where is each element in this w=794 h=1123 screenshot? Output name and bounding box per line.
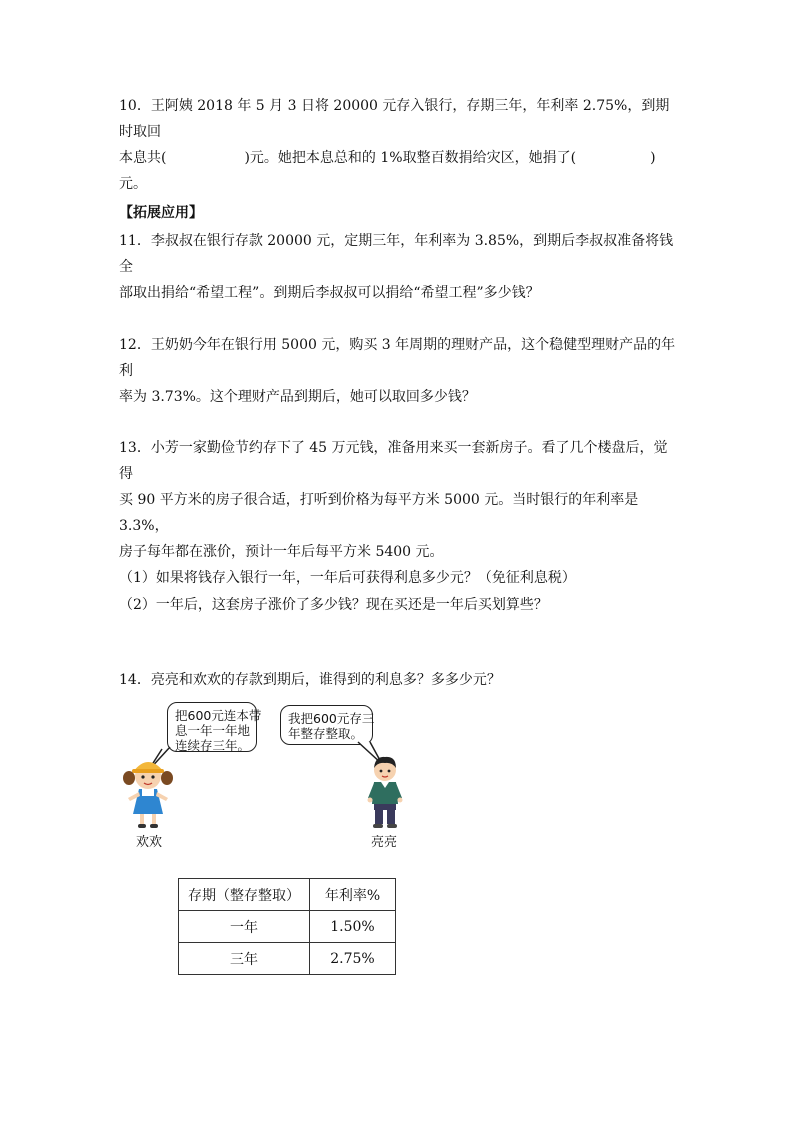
question-11-line1: 11．李叔叔在银行存款 20000 元，定期三年，年利率为 3.85%，到期后李叔叔准备将钱全 — [119, 233, 674, 275]
table-header-term: 存期（整存整取） — [179, 879, 310, 911]
table-cell-rate: 1.50% — [310, 911, 396, 943]
table-row — [179, 911, 396, 943]
section-heading: 【拓展应用】 — [119, 205, 203, 221]
question-12-line1: 12．王奶奶今年在银行用 5000 元，购买 3 年周期的理财产品，这个稳健型理财产品的年利 — [119, 337, 676, 379]
question-11-line2: 部取出捐给“希望工程”。到期后李叔叔可以捐给“希望工程”多少钱？ — [119, 285, 540, 301]
question-11 — [119, 228, 679, 306]
question-12 — [119, 332, 679, 410]
question-12-line2: 率为 3.73%。这个理财产品到期后，她可以取回多少钱？ — [119, 389, 476, 405]
question-13-line2: 买 90 平方米的房子很合适，打听到价格为每平方米 5000 元。当时银行的年利率是 3.3%， — [119, 492, 639, 534]
question-10-line2-mid: )元。她把本息总和的 1%取整百数捐给灾区，她捐了( — [244, 150, 577, 166]
table-header-rate: 年利率% — [310, 879, 396, 911]
bubble-left-line1: 把600元连本带 — [175, 708, 262, 723]
question-10-line2-start: 本息共( — [119, 150, 167, 166]
table-header-row — [179, 879, 396, 911]
name-liangliang: 亮亮 — [371, 835, 398, 850]
bubble-right-line1: 我把600元存三 — [288, 711, 375, 726]
speech-bubble-huanhuan — [167, 702, 262, 753]
table-cell-term: 一年 — [179, 911, 310, 943]
boy-character-icon — [362, 752, 408, 832]
question-14: 14．亮亮和欢欢的存款到期后，谁得到的利息多？多多少元？ — [119, 672, 501, 688]
girl-character-icon — [118, 752, 178, 830]
question-10-line2-end: ) — [650, 150, 656, 166]
table-cell-term: 三年 — [179, 943, 310, 975]
bubble-left-line3: 连续存三年。 — [175, 738, 251, 753]
question-10 — [119, 93, 679, 197]
question-10-line1: 10．王阿姨 2018 年 5 月 3 日将 20000 元存入银行，存期三年，年利率 2.75%，到期时取回 — [119, 98, 670, 140]
table-cell-rate: 2.75% — [310, 943, 396, 975]
interest-rate-table — [178, 878, 396, 975]
name-huanhuan: 欢欢 — [136, 835, 163, 850]
bubble-right-line2: 年整存整取。 — [288, 726, 364, 741]
question-10-line3: 元。 — [119, 176, 147, 192]
question-13-line3: 房子每年都在涨价，预计一年后每平方米 5400 元。 — [119, 544, 444, 560]
table-row — [179, 943, 396, 975]
question-13-sub1: （1）如果将钱存入银行一年，一年后可获得利息多少元？（免征利息税） — [119, 570, 576, 586]
question-13-line1: 13．小芳一家勤俭节约存下了 45 万元钱，准备用来买一套新房子。看了几个楼盘后，觉得 — [119, 440, 668, 482]
bubble-left-line2: 息一年一年地 — [175, 723, 251, 738]
question-13-sub2: （2）一年后，这套房子涨价了多少钱？现在买还是一年后买划算些？ — [119, 597, 548, 613]
question-13 — [119, 435, 679, 591]
